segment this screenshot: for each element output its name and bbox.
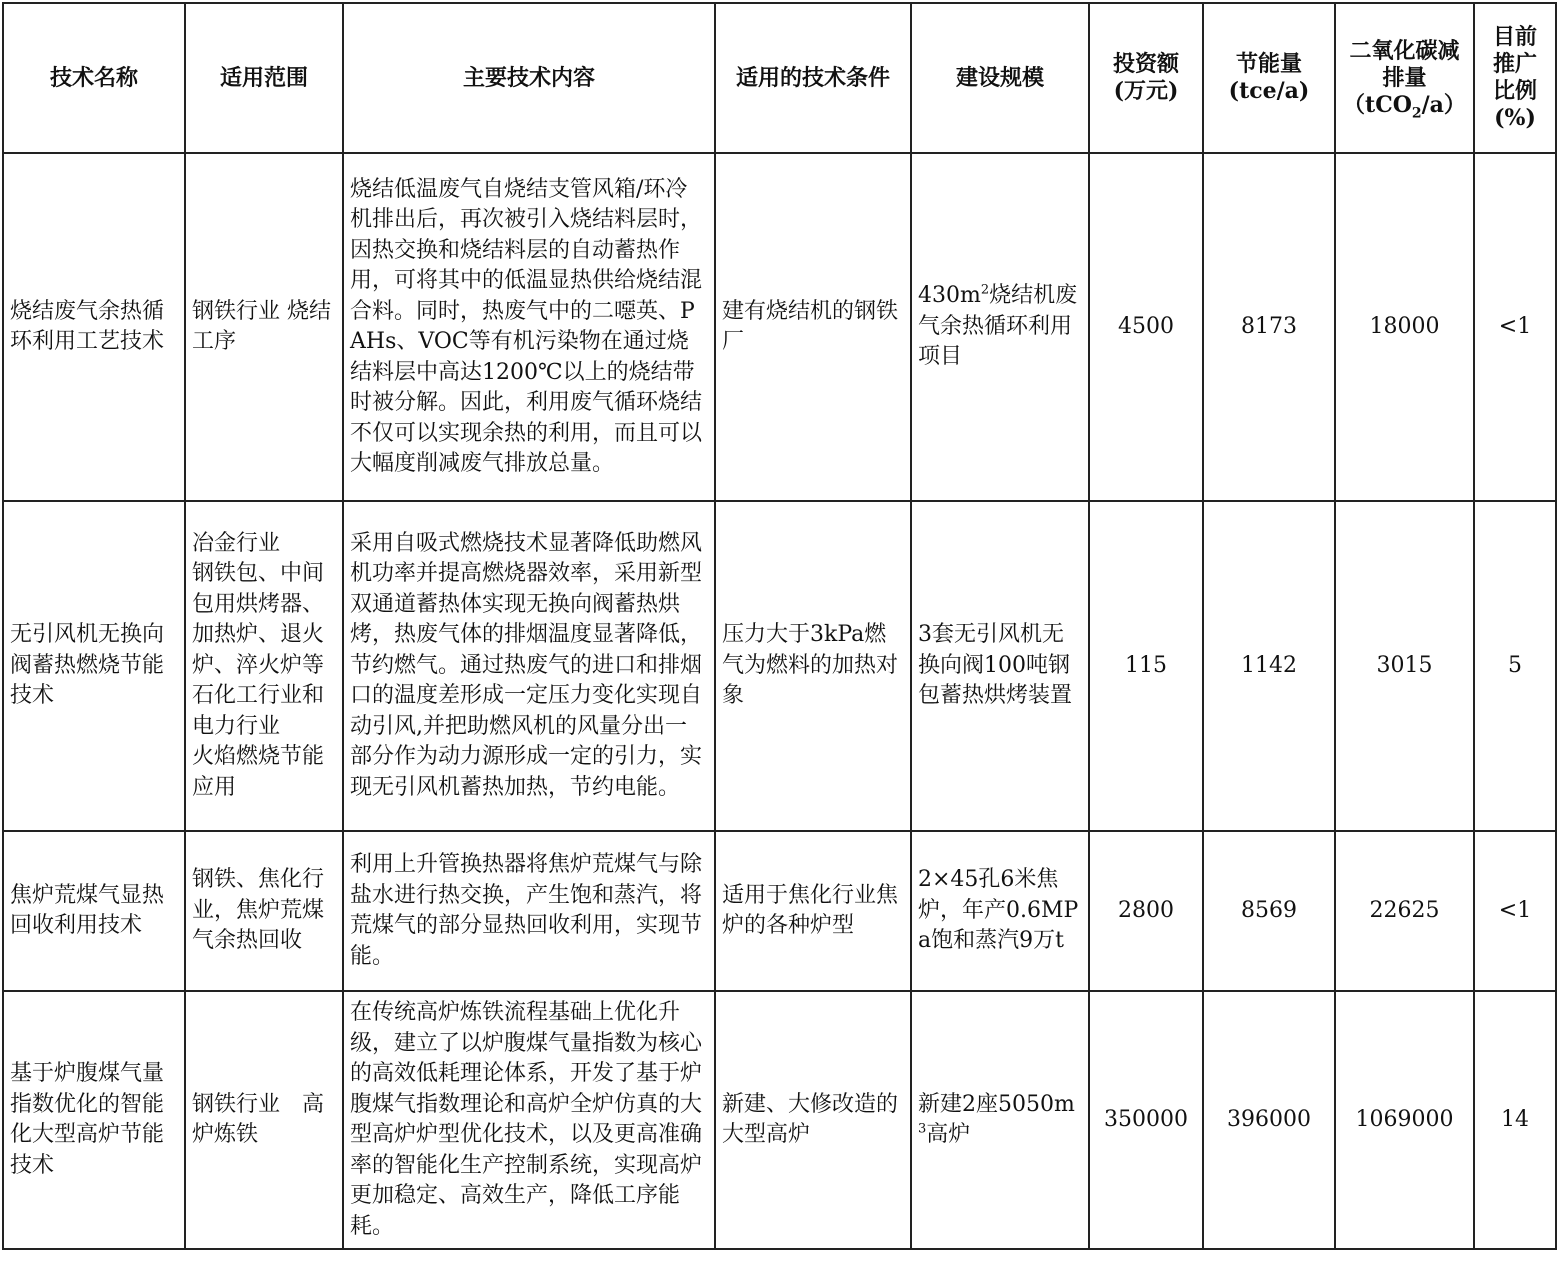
tech-investment: 350000 <box>1089 991 1203 1249</box>
tech-name: 基于炉腹煤气量指数优化的智能化大型高炉节能技术 <box>3 991 185 1249</box>
tech-energy: 8173 <box>1203 153 1335 501</box>
tech-conditions: 压力大于3kPa燃气为燃料的加热对象 <box>715 501 911 831</box>
header-scope: 适用范围 <box>185 3 343 153</box>
tech-investment: 2800 <box>1089 831 1203 991</box>
tech-content: 烧结低温废气自烧结支管风箱/环冷机排出后，再次被引入烧结料层时，因热交换和烧结料层的自动蓄热作用，可将其中的低温显热供给烧结混合料。同时，热废气中的二噁英、PAHs、VOC等有机污染物在通过烧结料层中高达1200℃以上的烧结带时被分解。因此，利用废气循环烧结不仅可以实现余热的利用，而且可以大幅度削减废气排放总量。 <box>343 153 715 501</box>
tech-content: 采用自吸式燃烧技术显著降低助燃风机功率并提高燃烧器效率，采用新型双通道蓄热体实现无换向阀蓄热烘烤，热废气体的排烟温度显著降低，节约燃气。通过热废气的进口和排烟口的温度差形成一定压力变化实现自动引风,并把助燃风机的风量分出一部分作为动力源形成一定的引力，实现无引风机蓄热加热，节约电能。 <box>343 501 715 831</box>
table-row <box>3 991 1556 1249</box>
header-scale: 建设规模 <box>911 3 1089 153</box>
tech-conditions: 适用于焦化行业焦炉的各种炉型 <box>715 831 911 991</box>
tech-scope: 钢铁行业 烧结工序 <box>185 153 343 501</box>
tech-ratio: 5 <box>1474 501 1556 831</box>
header-conditions: 适用的技术条件 <box>715 3 911 153</box>
tech-conditions: 新建、大修改造的大型高炉 <box>715 991 911 1249</box>
tech-ratio: <1 <box>1474 153 1556 501</box>
tech-conditions: 建有烧结机的钢铁厂 <box>715 153 911 501</box>
header-name: 技术名称 <box>3 3 185 153</box>
tech-name: 焦炉荒煤气显热回收利用技术 <box>3 831 185 991</box>
table-row <box>3 831 1556 991</box>
tech-ratio: 14 <box>1474 991 1556 1249</box>
tech-co2: 18000 <box>1335 153 1474 501</box>
table-row <box>3 153 1556 501</box>
technology-table <box>2 2 1557 1250</box>
tech-scope: 钢铁行业 高炉炼铁 <box>185 991 343 1249</box>
tech-co2: 22625 <box>1335 831 1474 991</box>
header-row <box>3 3 1556 153</box>
tech-investment: 4500 <box>1089 153 1203 501</box>
tech-scope: 冶金行业 钢铁包、中间包用烘烤器、加热炉、退火炉、淬火炉等 石化工行业和 电力行业 火焰燃烧节能应用 <box>185 501 343 831</box>
header-energy: 节能量 (tce/a) <box>1203 3 1335 153</box>
tech-scope: 钢铁、焦化行业，焦炉荒煤气余热回收 <box>185 831 343 991</box>
tech-energy: 1142 <box>1203 501 1335 831</box>
tech-co2: 3015 <box>1335 501 1474 831</box>
tech-content: 利用上升管换热器将焦炉荒煤气与除盐水进行热交换，产生饱和蒸汽，将荒煤气的部分显热回收利用，实现节能。 <box>343 831 715 991</box>
tech-investment: 115 <box>1089 501 1203 831</box>
tech-name: 无引风机无换向阀蓄热燃烧节能技术 <box>3 501 185 831</box>
tech-co2: 1069000 <box>1335 991 1474 1249</box>
header-co2: 二氧化碳减 排量 （tCO$_2$/a） <box>1335 3 1474 153</box>
tech-content: 在传统高炉炼铁流程基础上优化升级，建立了以炉腹煤气量指数为核心的高效低耗理论体系，开发了基于炉腹煤气指数理论和高炉全炉仿真的大型高炉炉型优化技术，以及更高准确率的智能化生产控制系统，实现高炉更加稳定、高效生产，降低工序能耗。 <box>343 991 715 1249</box>
header-investment: 投资额 (万元) <box>1089 3 1203 153</box>
tech-scale: 2×45孔6米焦炉，年产0.6MPa饱和蒸汽9万t <box>911 831 1089 991</box>
tech-scale: 3套无引风机无换向阀100吨钢包蓄热烘烤装置 <box>911 501 1089 831</box>
tech-energy: 8569 <box>1203 831 1335 991</box>
tech-name: 烧结废气余热循环利用工艺技术 <box>3 153 185 501</box>
header-ratio: 目前 推广 比例 (%) <box>1474 3 1556 153</box>
tech-scale: $430m^2$烧结机废气余热循环利用项目 <box>911 153 1089 501</box>
header-content: 主要技术内容 <box>343 3 715 153</box>
tech-energy: 396000 <box>1203 991 1335 1249</box>
tech-scale: 新建2座$5050m^3$高炉 <box>911 991 1089 1249</box>
table-row <box>3 501 1556 831</box>
tech-ratio: <1 <box>1474 831 1556 991</box>
